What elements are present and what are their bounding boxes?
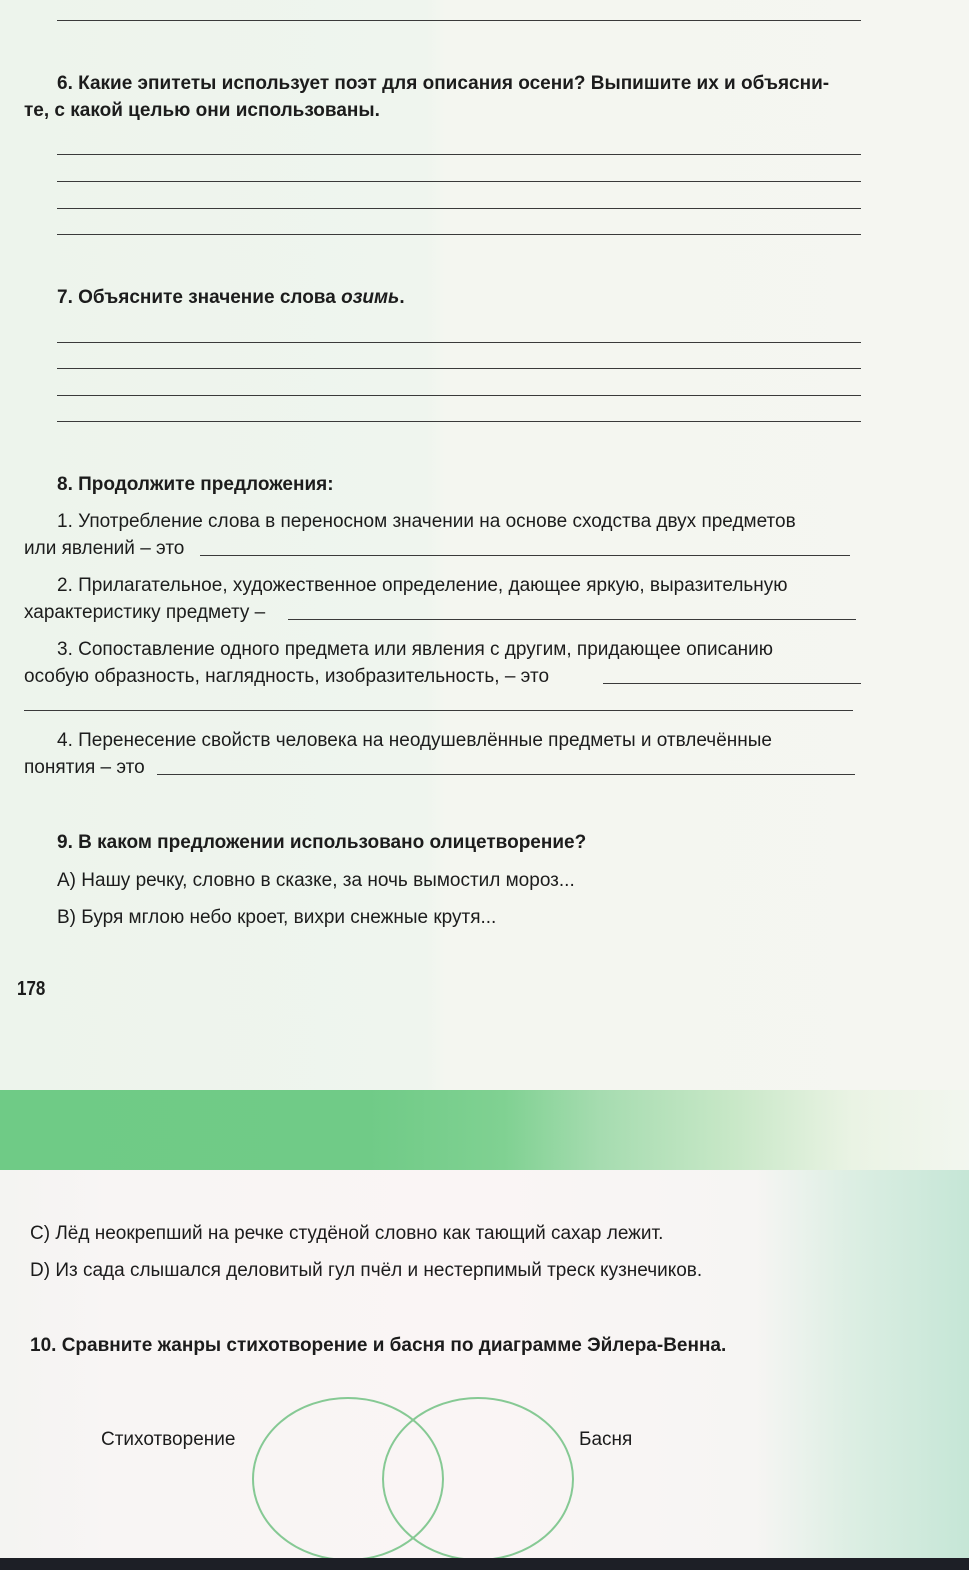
page-separator-band [0, 1090, 969, 1170]
answer-blank[interactable] [157, 774, 855, 775]
answer-line [57, 20, 861, 21]
answer-line [57, 208, 861, 209]
venn-diagram [0, 1170, 969, 1570]
question-9-title: 9. В каком предложении использовано олицетворение? [57, 832, 587, 853]
question-6-title-cont: те, с какой целью они использованы. [24, 100, 380, 121]
question-7-term: озимь [341, 287, 400, 308]
q9-option-b[interactable]: B) Буря мглою небо кроет, вихри снежные крутя... [57, 907, 497, 928]
answer-line [57, 181, 861, 182]
page-179 [0, 1170, 969, 1560]
answer-line [24, 710, 853, 711]
question-6-title [57, 70, 877, 97]
question-10-title: 10. Сравните жанры стихотворение и басня по диаграмме Эйлера-Венна. [30, 1335, 727, 1356]
answer-line [57, 395, 861, 396]
q9-option-a[interactable]: A) Нашу речку, словно в сказке, за ночь вымостил мороз... [57, 870, 575, 891]
answer-line [57, 421, 861, 422]
answer-line [57, 234, 861, 235]
page-number: 178 [17, 978, 46, 1000]
answer-blank[interactable] [200, 555, 850, 556]
venn-label-poem: Стихотворение [101, 1429, 236, 1450]
venn-circle-fable[interactable] [383, 1398, 573, 1560]
q8-item-2-cont: характеристику предмету – [24, 602, 266, 623]
viewer-bottom-bar [0, 1558, 969, 1570]
q9-option-d[interactable]: D) Из сада слышался деловитый гул пчёл и нестерпимый треск кузнечиков. [30, 1260, 703, 1281]
answer-line [57, 368, 861, 369]
question-8-title: 8. Продолжите предложения: [57, 474, 334, 495]
answer-line [57, 154, 861, 155]
q8-item-1: 1. Употребление слова в переносном значении на основе сходства двух предметов [57, 511, 796, 532]
answer-line [57, 342, 861, 343]
venn-circle-poem[interactable] [253, 1398, 443, 1560]
q8-item-3-cont: особую образность, наглядность, изобразительность, – это [24, 666, 550, 687]
answer-blank[interactable] [288, 619, 856, 620]
q8-item-4-cont: понятия – это [24, 757, 145, 778]
venn-label-fable: Басня [579, 1429, 633, 1450]
q9-option-c[interactable]: C) Лёд неокрепший на речке студёной словно как тающий сахар лежит. [30, 1223, 664, 1244]
q8-item-3: 3. Сопоставление одного предмета или явления с другим, придающее описанию [57, 639, 774, 660]
q8-item-4: 4. Перенесение свойств человека на неодушевлённые предметы и отвлечённые [57, 730, 772, 751]
q8-item-1-cont: или явлений – это [24, 538, 185, 559]
question-7-title: 7. Объясните значение слова озимь. [57, 287, 405, 308]
q8-item-2: 2. Прилагательное, художественное определение, дающее яркую, выразительную [57, 575, 788, 596]
question-6-line1: 6. Какие эпитеты использует поэт для описания осени? Выпишите их и объясни- [57, 73, 830, 94]
answer-blank[interactable] [603, 683, 861, 684]
